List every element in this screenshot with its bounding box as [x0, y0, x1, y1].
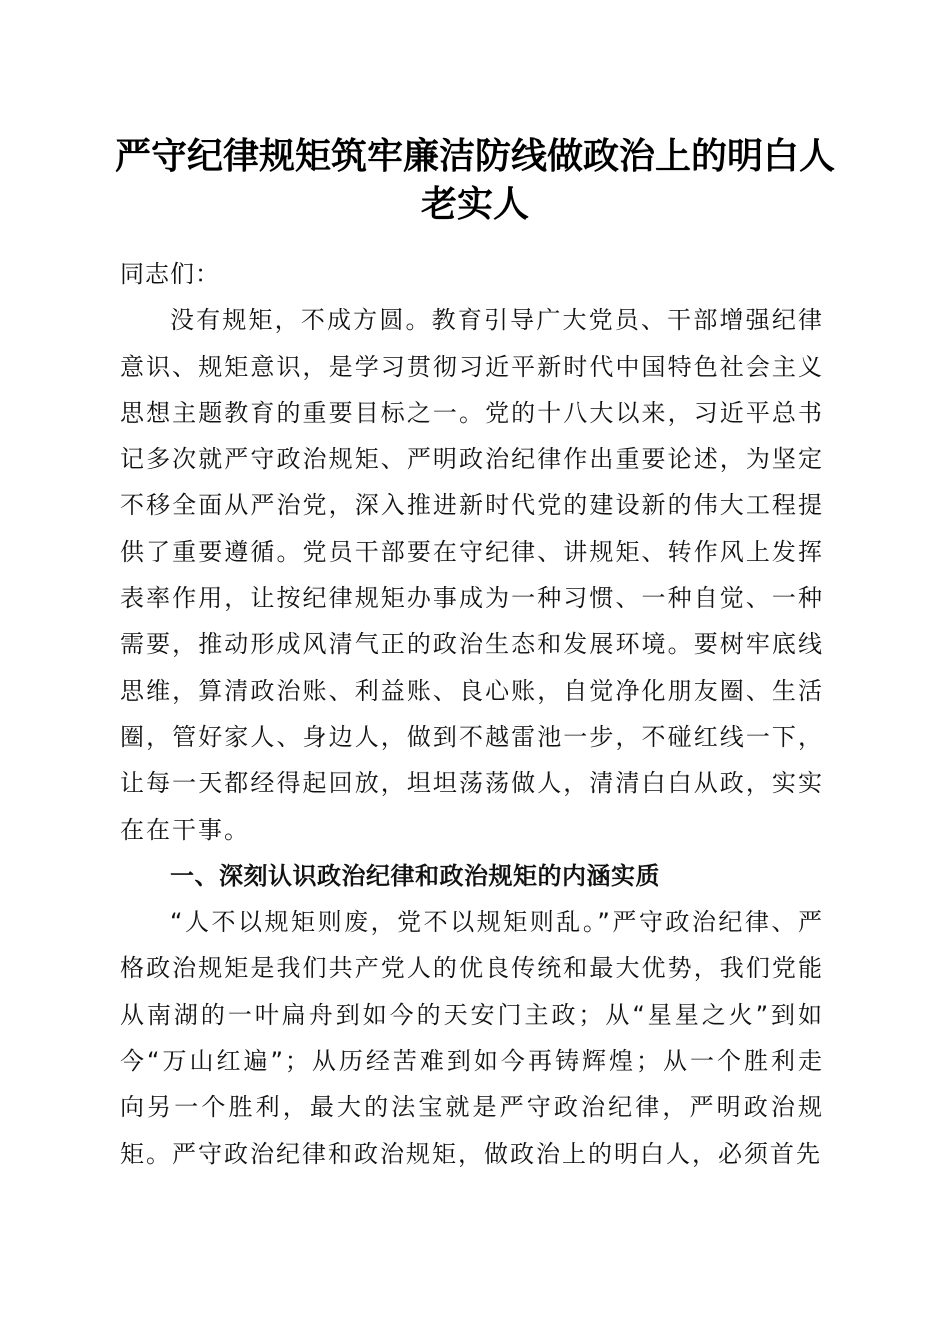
title-line-2: 老实人: [420, 183, 529, 225]
document-body: [120, 251, 824, 1177]
document-title: [100, 132, 850, 228]
salutation: 同志们：: [120, 260, 220, 288]
paragraph-section-1: “人不以规矩则废，党不以规矩则乱。”严守政治纪律、严格政治规矩是我们共产党人的优良传统和最大优势，我们党能从南湖的一叶扁舟到如今的天安门主政；从“星星之火”到如今“万山红遍”；从历经苦难到如今再铸辉煌；从一个胜利走向另一个胜利，最大的法宝就是严守政治纪律，严明政治规矩。严守政治纪律和政治规矩，做政治上的明白人，必须首先: [120, 908, 824, 1168]
title-line-1: 严守纪律规矩筑牢廉洁防线做政治上的明白人: [114, 135, 835, 177]
section-heading-1: 一、深刻认识政治纪律和政治规矩的内涵实质: [170, 861, 660, 890]
paragraph-intro: 没有规矩，不成方圆。教育引导广大党员、干部增强纪律意识、规矩意识，是学习贯彻习近平新时代中国特色社会主义思想主题教育的重要目标之一。党的十八大以来，习近平总书记多次就严守政治规矩、严明政治纪律作出重要论述，为坚定不移全面从严治党，深入推进新时代党的建设新的伟大工程提供了重要遵循。党员干部要在守纪律、讲规矩、转作风上发挥表率作用，让按纪律规矩办事成为一种习惯、一种自觉、一种需要，推动形成风清气正的政治生态和发展环境。要树牢底线思维，算清政治账、利益账、良心账，自觉净化朋友圈、生活圈，管好家人、身边人，做到不越雷池一步，不碰红线一下，让每一天都经得起回放，坦坦荡荡做人，清清白白从政，实实在在干事。: [120, 306, 824, 844]
